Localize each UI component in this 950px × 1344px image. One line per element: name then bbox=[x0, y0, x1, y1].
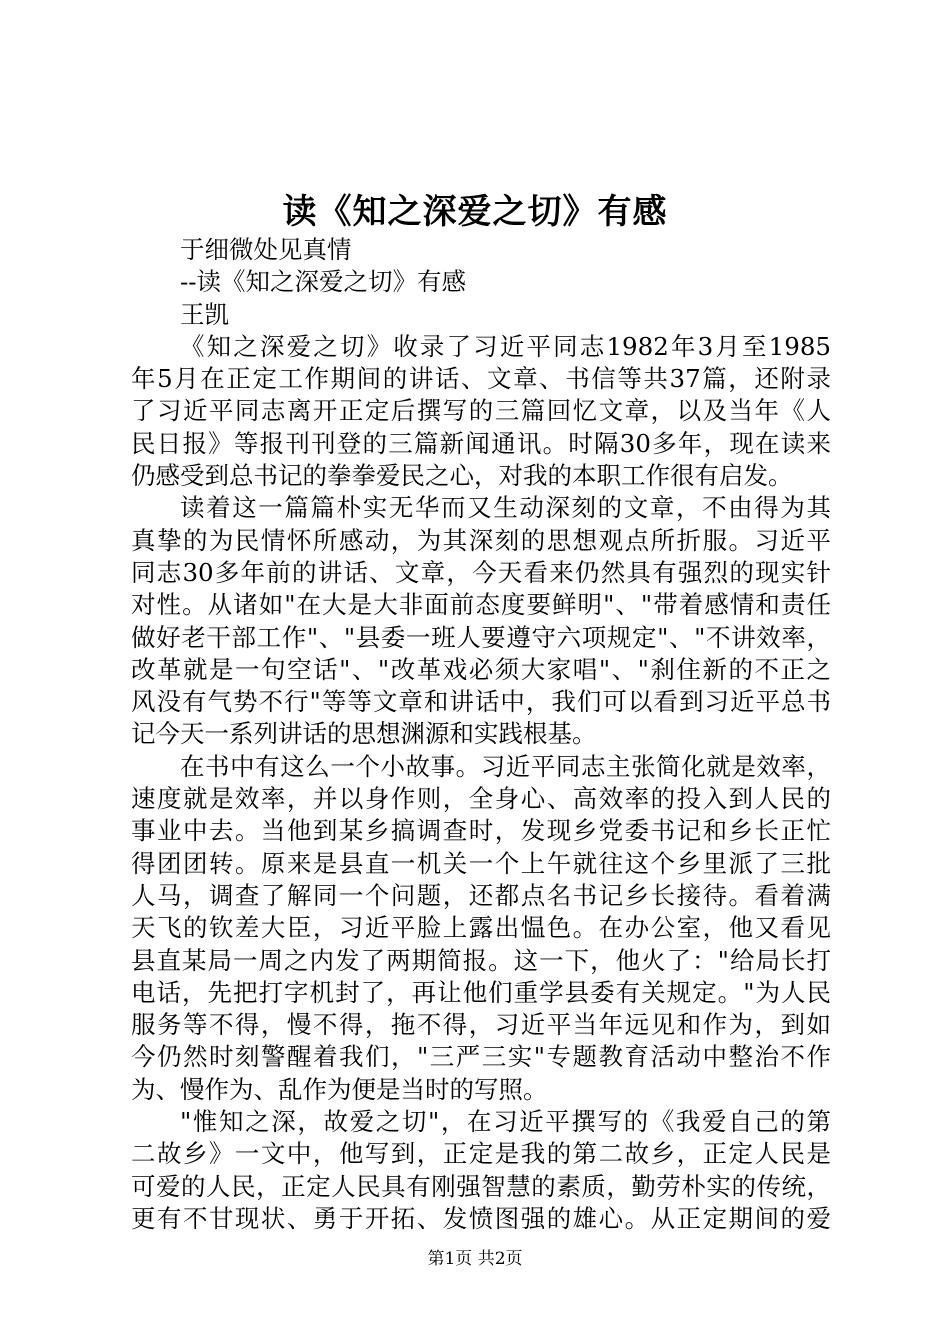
text-line: 可爱的人民，正定人民具有刚强智慧的素质，勤劳朴实的传统， bbox=[131, 1171, 831, 1201]
text-line: 于细微处见真情 bbox=[180, 235, 352, 264]
text-line: 对性。从诸如"在大是大非面前态度要鲜明"、"带着感情和责任 bbox=[131, 590, 831, 620]
text-line: 服务等不得，慢不得，拖不得，习近平当年远见和作为，到如 bbox=[131, 1010, 831, 1040]
text-line: 今仍然时刻警醒着我们，"三严三实"专题教育活动中整治不作 bbox=[131, 1042, 831, 1072]
text-line: 二故乡》一文中，他写到，正定是我的第二故乡，正定人民是 bbox=[131, 1139, 831, 1169]
text-line: 《知之深爱之切》收录了习近平同志1982年3月至1985 bbox=[180, 331, 831, 361]
text-line: 真挚的为民情怀所感动，为其深刻的思想观点所折服。习近平 bbox=[131, 525, 831, 555]
text-line: 风没有气势不行"等等文章和讲话中，我们可以看到习近平总书 bbox=[131, 687, 831, 717]
text-line: 做好老干部工作"、"县委一班人要遵守六项规定"、"不讲效率， bbox=[131, 622, 831, 652]
text-line: 人马，调查了解同一个问题，还都点名书记乡长接待。看着满 bbox=[131, 880, 831, 910]
text-line: 为、慢作为、乱作为便是当时的写照。 bbox=[131, 1074, 548, 1104]
document-title: 读《知之深爱之切》有感 bbox=[282, 192, 668, 232]
text-line: 速度就是效率，并以身作则，全身心、高效率的投入到人民的 bbox=[131, 784, 831, 814]
text-line: 民日报》等报刊刊登的三篇新闻通讯。时隔30多年，现在读来 bbox=[131, 428, 831, 458]
text-line: 年5月在正定工作期间的讲话、文章、书信等共37篇，还附录 bbox=[131, 364, 831, 394]
text-line: 改革就是一句空话"、"改革戏必须大家唱"、"刹住新的不正之 bbox=[131, 654, 831, 684]
text-line: 县直某局一周之内发了两期简报。这一下，他火了："给局长打 bbox=[131, 945, 831, 975]
text-line: 仍感受到总书记的拳拳爱民之心，对我的本职工作很有启发。 bbox=[131, 461, 793, 491]
text-line: --读《知之深爱之切》有感 bbox=[180, 267, 467, 297]
text-line: "惟知之深，故爱之切"，在习近平撰写的《我爱自己的第 bbox=[180, 1107, 831, 1137]
text-line: 电话，先把打字机封了，再让他们重学县委有关规定。"为人民 bbox=[131, 977, 831, 1007]
text-line: 了习近平同志离开正定后撰写的三篇回忆文章，以及当年《人 bbox=[131, 396, 831, 426]
text-line: 天飞的钦差大臣，习近平脸上露出愠色。在办公室，他又看见 bbox=[131, 913, 831, 943]
text-line: 同志30多年前的讲话、文章，今天看来仍然具有强烈的现实针 bbox=[131, 557, 831, 587]
text-line: 事业中去。当他到某乡搞调查时，发现乡党委书记和乡长正忙 bbox=[131, 816, 831, 846]
text-line: 读着这一篇篇朴实无华而又生动深刻的文章，不由得为其 bbox=[180, 493, 831, 523]
text-line: 记今天一系列讲话的思想渊源和实践根基。 bbox=[131, 719, 597, 749]
text-line: 得团团转。原来是县直一机关一个上午就往这个乡里派了三批 bbox=[131, 848, 831, 878]
document-body bbox=[131, 234, 831, 1235]
page-footer: 第1页 共2页 bbox=[427, 1249, 523, 1269]
text-line: 更有不甘现状、勇于开拓、发愤图强的雄心。从正定期间的爱 bbox=[131, 1203, 831, 1233]
text-line: 在书中有这么一个小故事。习近平同志主张简化就是效率， bbox=[180, 751, 831, 781]
text-line: 王凯 bbox=[180, 299, 229, 329]
